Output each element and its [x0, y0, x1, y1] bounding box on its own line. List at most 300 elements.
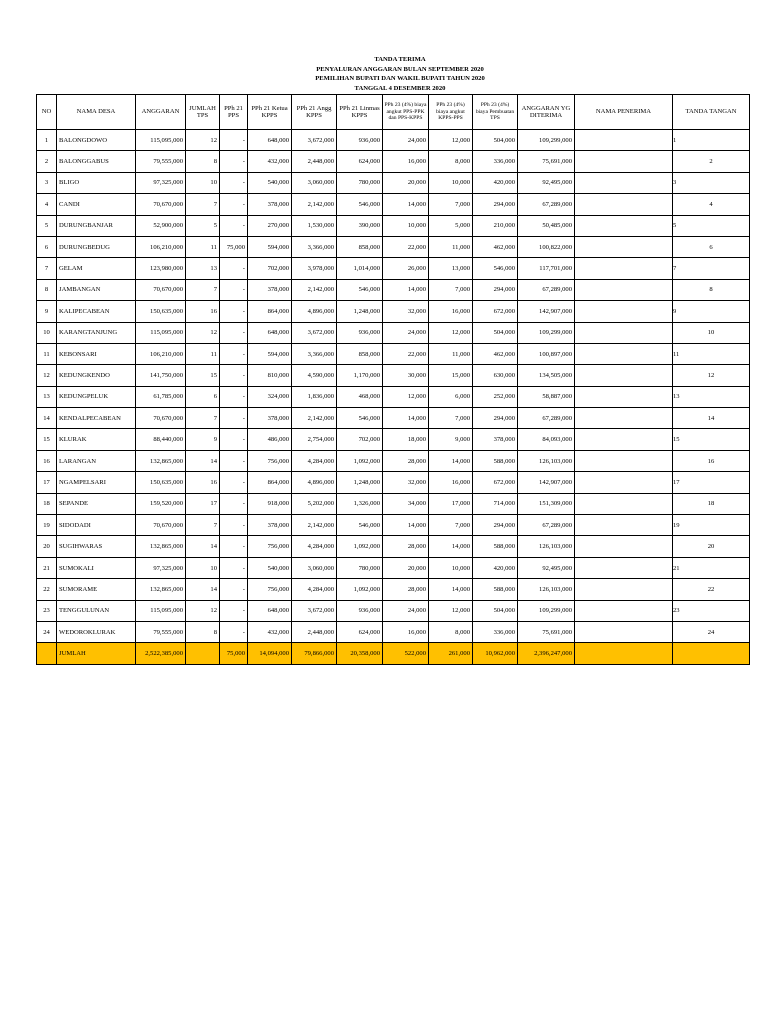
- cell-pph21-angg: 4,896,000: [292, 301, 337, 322]
- cell-nama-penerima: [575, 386, 673, 407]
- cell-pph23-pps-ppk: 24,000: [383, 130, 429, 151]
- cell-tanda-tangan: 22: [673, 579, 750, 600]
- cell-nama-penerima: [575, 194, 673, 215]
- cell-no: 22: [37, 579, 57, 600]
- cell-jumlah-tps: 5: [186, 215, 220, 236]
- cell-pph21-pps: -: [220, 515, 248, 536]
- cell-pph21-linmas: 858,000: [337, 343, 383, 364]
- table-row: [37, 172, 750, 193]
- header-pph21-angg: PPh 21 Angg KPPS: [292, 95, 337, 130]
- total-label: JUMLAH: [57, 643, 136, 664]
- cell-no: 12: [37, 365, 57, 386]
- cell-pph21-pps: -: [220, 429, 248, 450]
- cell-anggaran: 97,325,000: [136, 557, 186, 578]
- total-pph23-pembuatan: 10,962,000: [473, 643, 518, 664]
- cell-pph23-kpps-pps: 8,000: [429, 621, 473, 642]
- cell-tanda-tangan: 17: [673, 472, 750, 493]
- cell-no: 21: [37, 557, 57, 578]
- title-tanda-terima: TANDA TERIMA: [374, 56, 426, 63]
- cell-pph21-linmas: 936,000: [337, 130, 383, 151]
- cell-nama-desa: KLURAK: [57, 429, 136, 450]
- cell-pph21-linmas: 468,000: [337, 386, 383, 407]
- table-row: [37, 579, 750, 600]
- cell-no: 23: [37, 600, 57, 621]
- cell-nama-desa: LARANGAN: [57, 450, 136, 471]
- cell-pph23-pps-ppk: 34,000: [383, 493, 429, 514]
- cell-pph21-linmas: 1,014,000: [337, 258, 383, 279]
- cell-pph21-ketua: 594,000: [248, 343, 292, 364]
- cell-nama-desa: WEDOROKLURAK: [57, 621, 136, 642]
- cell-anggaran: 115,095,000: [136, 322, 186, 343]
- cell-anggaran-diterima: 151,309,000: [518, 493, 575, 514]
- cell-nama-penerima: [575, 515, 673, 536]
- header-nama-desa: NAMA DESA: [57, 95, 136, 130]
- cell-pph23-kpps-pps: 7,000: [429, 408, 473, 429]
- cell-anggaran: 106,210,000: [136, 343, 186, 364]
- table-row: [37, 600, 750, 621]
- cell-tanda-tangan: 3: [673, 172, 750, 193]
- cell-pph21-ketua: 486,000: [248, 429, 292, 450]
- cell-nama-penerima: [575, 621, 673, 642]
- cell-pph23-pembuatan: 294,000: [473, 279, 518, 300]
- cell-pph21-pps: -: [220, 386, 248, 407]
- cell-anggaran-diterima: 75,691,000: [518, 151, 575, 172]
- cell-pph21-ketua: 648,000: [248, 130, 292, 151]
- cell-nama-desa: SUGIHWARAS: [57, 536, 136, 557]
- cell-nama-penerima: [575, 151, 673, 172]
- cell-pph21-linmas: 390,000: [337, 215, 383, 236]
- header-pph21-pps: PPh 21 PPS: [220, 95, 248, 130]
- cell-pph21-ketua: 378,000: [248, 279, 292, 300]
- cell-nama-desa: BLIGO: [57, 172, 136, 193]
- cell-pph23-pps-ppk: 24,000: [383, 322, 429, 343]
- table-body: [37, 130, 750, 643]
- header-no: NO: [37, 95, 57, 130]
- cell-nama-penerima: [575, 301, 673, 322]
- cell-pph23-pps-ppk: 28,000: [383, 536, 429, 557]
- cell-tanda-tangan: 9: [673, 301, 750, 322]
- cell-pph21-linmas: 780,000: [337, 172, 383, 193]
- cell-pph21-linmas: 1,092,000: [337, 450, 383, 471]
- cell-pph21-pps: -: [220, 600, 248, 621]
- cell-anggaran-diterima: 109,299,000: [518, 130, 575, 151]
- cell-jumlah-tps: 14: [186, 579, 220, 600]
- cell-pph21-pps: -: [220, 279, 248, 300]
- cell-pph23-pembuatan: 378,000: [473, 429, 518, 450]
- cell-pph21-linmas: 546,000: [337, 279, 383, 300]
- cell-pph23-pembuatan: 294,000: [473, 515, 518, 536]
- cell-pph23-pps-ppk: 32,000: [383, 472, 429, 493]
- cell-jumlah-tps: 7: [186, 408, 220, 429]
- cell-anggaran: 132,865,000: [136, 450, 186, 471]
- cell-pph21-pps: -: [220, 450, 248, 471]
- cell-pph21-angg: 3,366,000: [292, 343, 337, 364]
- cell-anggaran: 141,750,000: [136, 365, 186, 386]
- cell-anggaran-diterima: 92,495,000: [518, 172, 575, 193]
- table-row: [37, 301, 750, 322]
- cell-anggaran-diterima: 142,907,000: [518, 472, 575, 493]
- cell-pph23-pps-ppk: 26,000: [383, 258, 429, 279]
- cell-pph21-linmas: 1,326,000: [337, 493, 383, 514]
- cell-no: 15: [37, 429, 57, 450]
- cell-pph23-kpps-pps: 7,000: [429, 515, 473, 536]
- cell-pph21-ketua: 702,000: [248, 258, 292, 279]
- document-title-block: [0, 55, 768, 93]
- table-row: [37, 194, 750, 215]
- cell-pph23-pps-ppk: 22,000: [383, 236, 429, 257]
- cell-anggaran: 70,670,000: [136, 194, 186, 215]
- cell-pph23-pps-ppk: 14,000: [383, 194, 429, 215]
- cell-pph23-pps-ppk: 16,000: [383, 151, 429, 172]
- cell-pph23-pps-ppk: 12,000: [383, 386, 429, 407]
- cell-nama-desa: KENDALPECABEAN: [57, 408, 136, 429]
- table-row: [37, 322, 750, 343]
- cell-nama-desa: JAMBANGAN: [57, 279, 136, 300]
- cell-pph21-angg: 4,284,000: [292, 536, 337, 557]
- cell-pph21-angg: 1,836,000: [292, 386, 337, 407]
- cell-nama-desa: CANDI: [57, 194, 136, 215]
- table-row: [37, 151, 750, 172]
- cell-pph23-kpps-pps: 11,000: [429, 343, 473, 364]
- cell-pph23-kpps-pps: 11,000: [429, 236, 473, 257]
- cell-anggaran: 132,865,000: [136, 579, 186, 600]
- cell-nama-desa: KEDUNGKENDO: [57, 365, 136, 386]
- table-row: [37, 472, 750, 493]
- cell-no: 18: [37, 493, 57, 514]
- cell-anggaran-diterima: 126,103,000: [518, 579, 575, 600]
- cell-nama-penerima: [575, 536, 673, 557]
- header-jumlah-tps: JUMLAH TPS: [186, 95, 220, 130]
- cell-nama-desa: DURUNGBANJAR: [57, 215, 136, 236]
- cell-nama-penerima: [575, 322, 673, 343]
- cell-no: 13: [37, 386, 57, 407]
- cell-no: 6: [37, 236, 57, 257]
- cell-no: 16: [37, 450, 57, 471]
- table-row: [37, 258, 750, 279]
- cell-no: 11: [37, 343, 57, 364]
- cell-jumlah-tps: 17: [186, 493, 220, 514]
- cell-tanda-tangan: 24: [673, 621, 750, 642]
- cell-pph23-pps-ppk: 32,000: [383, 301, 429, 322]
- cell-nama-penerima: [575, 130, 673, 151]
- table-row: [37, 279, 750, 300]
- cell-pph23-pembuatan: 252,000: [473, 386, 518, 407]
- table-row: [37, 130, 750, 151]
- table-row: [37, 493, 750, 514]
- table-row: [37, 215, 750, 236]
- cell-pph21-ketua: 432,000: [248, 151, 292, 172]
- cell-anggaran-diterima: 50,485,000: [518, 215, 575, 236]
- cell-anggaran-diterima: 84,093,000: [518, 429, 575, 450]
- cell-no: 14: [37, 408, 57, 429]
- total-anggaran: 2,522,385,000: [136, 643, 186, 664]
- cell-anggaran: 150,635,000: [136, 472, 186, 493]
- cell-tanda-tangan: 21: [673, 557, 750, 578]
- cell-pph21-linmas: 1,170,000: [337, 365, 383, 386]
- cell-pph23-pembuatan: 672,000: [473, 472, 518, 493]
- cell-anggaran-diterima: 92,495,000: [518, 557, 575, 578]
- cell-pph21-ketua: 918,000: [248, 493, 292, 514]
- cell-pph23-pps-ppk: 16,000: [383, 621, 429, 642]
- cell-pph23-pembuatan: 588,000: [473, 579, 518, 600]
- cell-pph21-pps: -: [220, 343, 248, 364]
- cell-pph21-ketua: 648,000: [248, 322, 292, 343]
- cell-pph21-angg: 2,754,000: [292, 429, 337, 450]
- cell-jumlah-tps: 10: [186, 557, 220, 578]
- cell-nama-penerima: [575, 215, 673, 236]
- cell-anggaran: 97,325,000: [136, 172, 186, 193]
- cell-pph21-linmas: 1,248,000: [337, 301, 383, 322]
- cell-jumlah-tps: 14: [186, 450, 220, 471]
- cell-pph23-pps-ppk: 14,000: [383, 515, 429, 536]
- cell-pph21-angg: 2,448,000: [292, 621, 337, 642]
- cell-anggaran: 61,785,000: [136, 386, 186, 407]
- total-row: [37, 643, 750, 664]
- cell-nama-penerima: [575, 258, 673, 279]
- cell-anggaran: 123,980,000: [136, 258, 186, 279]
- table-row: [37, 408, 750, 429]
- cell-pph23-pps-ppk: 10,000: [383, 215, 429, 236]
- cell-pph23-kpps-pps: 17,000: [429, 493, 473, 514]
- cell-tanda-tangan: 1: [673, 130, 750, 151]
- cell-pph23-pembuatan: 294,000: [473, 408, 518, 429]
- table-row: [37, 515, 750, 536]
- cell-no: 19: [37, 515, 57, 536]
- cell-pph21-linmas: 1,248,000: [337, 472, 383, 493]
- cell-anggaran-diterima: 100,897,000: [518, 343, 575, 364]
- cell-nama-penerima: [575, 472, 673, 493]
- cell-anggaran: 150,635,000: [136, 301, 186, 322]
- cell-nama-penerima: [575, 279, 673, 300]
- cell-pph23-pps-ppk: 28,000: [383, 579, 429, 600]
- cell-tanda-tangan: 18: [673, 493, 750, 514]
- cell-anggaran: 70,670,000: [136, 279, 186, 300]
- cell-jumlah-tps: 14: [186, 536, 220, 557]
- title-tanggal: TANGGAL 4 DESEMBER 2020: [354, 84, 446, 92]
- cell-pph21-pps: -: [220, 215, 248, 236]
- cell-pph21-linmas: 780,000: [337, 557, 383, 578]
- cell-no: 24: [37, 621, 57, 642]
- cell-pph21-pps: -: [220, 258, 248, 279]
- cell-pph21-angg: 3,978,000: [292, 258, 337, 279]
- cell-pph23-pps-ppk: 14,000: [383, 408, 429, 429]
- cell-pph23-kpps-pps: 5,000: [429, 215, 473, 236]
- cell-tanda-tangan: 4: [673, 194, 750, 215]
- cell-pph21-ketua: 864,000: [248, 301, 292, 322]
- cell-pph21-ketua: 324,000: [248, 386, 292, 407]
- cell-tanda-tangan: 11: [673, 343, 750, 364]
- cell-pph23-pps-ppk: 30,000: [383, 365, 429, 386]
- cell-nama-penerima: [575, 408, 673, 429]
- cell-pph23-kpps-pps: 16,000: [429, 301, 473, 322]
- cell-pph23-pps-ppk: 18,000: [383, 429, 429, 450]
- cell-jumlah-tps: 7: [186, 515, 220, 536]
- cell-pph21-angg: 3,672,000: [292, 600, 337, 621]
- cell-tanda-tangan: 14: [673, 408, 750, 429]
- cell-pph21-angg: 2,142,000: [292, 279, 337, 300]
- cell-tanda-tangan: 20: [673, 536, 750, 557]
- cell-pph23-kpps-pps: 13,000: [429, 258, 473, 279]
- cell-pph21-ketua: 540,000: [248, 557, 292, 578]
- cell-no: 8: [37, 279, 57, 300]
- cell-no: 2: [37, 151, 57, 172]
- cell-no: 10: [37, 322, 57, 343]
- header-pph21-linmas: PPh 21 Linmas KPPS: [337, 95, 383, 130]
- cell-nama-desa: GELAM: [57, 258, 136, 279]
- cell-jumlah-tps: 13: [186, 258, 220, 279]
- cell-pph21-ketua: 756,000: [248, 579, 292, 600]
- cell-pph23-kpps-pps: 7,000: [429, 194, 473, 215]
- cell-pph23-pps-ppk: 22,000: [383, 343, 429, 364]
- table-row: [37, 343, 750, 364]
- cell-anggaran: 70,670,000: [136, 515, 186, 536]
- cell-pph21-linmas: 624,000: [337, 621, 383, 642]
- header-pph23-pps-ppk: PPh 23 (4%) biaya angkut PPS-PPK dan PPS-KPPS: [383, 95, 429, 130]
- total-pph23-kpps-pps: 261,000: [429, 643, 473, 664]
- cell-anggaran-diterima: 67,289,000: [518, 279, 575, 300]
- cell-anggaran-diterima: 67,289,000: [518, 515, 575, 536]
- header-tanda-tangan: TANDA TANGAN: [673, 95, 750, 130]
- cell-tanda-tangan: 19: [673, 515, 750, 536]
- total-pph21-angg: 79,866,000: [292, 643, 337, 664]
- total-nama-penerima: [575, 643, 673, 664]
- cell-nama-desa: BALONGGABUS: [57, 151, 136, 172]
- cell-pph21-pps: -: [220, 408, 248, 429]
- cell-jumlah-tps: 11: [186, 236, 220, 257]
- cell-pph21-angg: 1,530,000: [292, 215, 337, 236]
- cell-jumlah-tps: 7: [186, 194, 220, 215]
- cell-pph23-kpps-pps: 12,000: [429, 322, 473, 343]
- cell-nama-desa: TENGGULUNAN: [57, 600, 136, 621]
- cell-pph21-ketua: 540,000: [248, 172, 292, 193]
- header-pph23-pembuatan: PPh 23 (4%) biaya Pembuatan TPS: [473, 95, 518, 130]
- cell-anggaran-diterima: 109,299,000: [518, 600, 575, 621]
- cell-pph23-kpps-pps: 9,000: [429, 429, 473, 450]
- cell-pph23-pembuatan: 420,000: [473, 172, 518, 193]
- cell-pph21-ketua: 270,000: [248, 215, 292, 236]
- receipt-table: [36, 94, 750, 665]
- cell-jumlah-tps: 10: [186, 172, 220, 193]
- cell-pph21-linmas: 936,000: [337, 600, 383, 621]
- cell-pph23-pembuatan: 630,000: [473, 365, 518, 386]
- cell-pph21-ketua: 378,000: [248, 408, 292, 429]
- cell-pph21-ketua: 378,000: [248, 194, 292, 215]
- cell-pph21-angg: 2,142,000: [292, 515, 337, 536]
- cell-anggaran-diterima: 126,103,000: [518, 450, 575, 471]
- cell-pph23-pembuatan: 462,000: [473, 343, 518, 364]
- cell-pph23-pembuatan: 546,000: [473, 258, 518, 279]
- table-row: [37, 429, 750, 450]
- cell-tanda-tangan: 13: [673, 386, 750, 407]
- cell-no: 17: [37, 472, 57, 493]
- cell-nama-penerima: [575, 343, 673, 364]
- cell-pph21-angg: 3,672,000: [292, 130, 337, 151]
- cell-nama-penerima: [575, 557, 673, 578]
- cell-nama-penerima: [575, 579, 673, 600]
- cell-no: 5: [37, 215, 57, 236]
- cell-jumlah-tps: 12: [186, 322, 220, 343]
- cell-tanda-tangan: 2: [673, 151, 750, 172]
- cell-anggaran-diterima: 75,691,000: [518, 621, 575, 642]
- cell-pph21-linmas: 702,000: [337, 429, 383, 450]
- cell-nama-penerima: [575, 429, 673, 450]
- cell-pph21-linmas: 1,092,000: [337, 579, 383, 600]
- cell-anggaran: 115,095,000: [136, 130, 186, 151]
- cell-pph23-kpps-pps: 10,000: [429, 557, 473, 578]
- cell-tanda-tangan: 6: [673, 236, 750, 257]
- cell-anggaran: 115,095,000: [136, 600, 186, 621]
- cell-no: 3: [37, 172, 57, 193]
- cell-tanda-tangan: 7: [673, 258, 750, 279]
- cell-anggaran: 159,520,000: [136, 493, 186, 514]
- cell-pph23-kpps-pps: 8,000: [429, 151, 473, 172]
- cell-no: 1: [37, 130, 57, 151]
- cell-jumlah-tps: 16: [186, 472, 220, 493]
- cell-nama-desa: SUMORAME: [57, 579, 136, 600]
- cell-tanda-tangan: 10: [673, 322, 750, 343]
- title-pemilihan: PEMILIHAN BUPATI DAN WAKIL BUPATI TAHUN 2020: [315, 75, 485, 82]
- cell-pph23-kpps-pps: 14,000: [429, 450, 473, 471]
- cell-nama-desa: KEBONSARI: [57, 343, 136, 364]
- total-pph23-pps-ppk: 522,000: [383, 643, 429, 664]
- cell-pph21-angg: 2,448,000: [292, 151, 337, 172]
- cell-pph21-pps: -: [220, 172, 248, 193]
- cell-pph21-ketua: 432,000: [248, 621, 292, 642]
- cell-jumlah-tps: 8: [186, 621, 220, 642]
- cell-anggaran-diterima: 58,887,000: [518, 386, 575, 407]
- cell-pph21-angg: 5,202,000: [292, 493, 337, 514]
- cell-nama-penerima: [575, 493, 673, 514]
- cell-no: 9: [37, 301, 57, 322]
- table-row: [37, 365, 750, 386]
- cell-pph23-kpps-pps: 16,000: [429, 472, 473, 493]
- header-pph23-kpps-pps: PPh 23 (4%) biaya angkut KPPS-PPS: [429, 95, 473, 130]
- cell-nama-penerima: [575, 450, 673, 471]
- cell-pph23-pembuatan: 210,000: [473, 215, 518, 236]
- cell-pph21-pps: -: [220, 621, 248, 642]
- cell-pph23-pembuatan: 588,000: [473, 450, 518, 471]
- cell-tanda-tangan: 23: [673, 600, 750, 621]
- cell-pph23-kpps-pps: 14,000: [429, 579, 473, 600]
- cell-nama-penerima: [575, 365, 673, 386]
- cell-pph21-linmas: 624,000: [337, 151, 383, 172]
- table-row: [37, 236, 750, 257]
- cell-pph21-ketua: 378,000: [248, 515, 292, 536]
- cell-anggaran: 88,440,000: [136, 429, 186, 450]
- cell-tanda-tangan: 5: [673, 215, 750, 236]
- cell-pph21-linmas: 546,000: [337, 194, 383, 215]
- cell-no: 20: [37, 536, 57, 557]
- cell-pph21-pps: -: [220, 130, 248, 151]
- table-row: [37, 536, 750, 557]
- cell-pph23-pps-ppk: 20,000: [383, 172, 429, 193]
- cell-nama-desa: SIDODADI: [57, 515, 136, 536]
- cell-pph21-angg: 2,142,000: [292, 408, 337, 429]
- cell-anggaran: 70,670,000: [136, 408, 186, 429]
- table-row: [37, 450, 750, 471]
- cell-jumlah-tps: 16: [186, 301, 220, 322]
- cell-jumlah-tps: 9: [186, 429, 220, 450]
- cell-pph23-pembuatan: 672,000: [473, 301, 518, 322]
- cell-anggaran-diterima: 67,289,000: [518, 408, 575, 429]
- cell-pph23-kpps-pps: 12,000: [429, 130, 473, 151]
- cell-pph23-pembuatan: 294,000: [473, 194, 518, 215]
- cell-pph21-pps: -: [220, 194, 248, 215]
- cell-pph21-angg: 2,142,000: [292, 194, 337, 215]
- title-penyaluran: PENYALURAN ANGGARAN BULAN SEPTEMBER 2020: [316, 65, 484, 73]
- cell-pph23-pembuatan: 588,000: [473, 536, 518, 557]
- cell-pph23-pps-ppk: 14,000: [383, 279, 429, 300]
